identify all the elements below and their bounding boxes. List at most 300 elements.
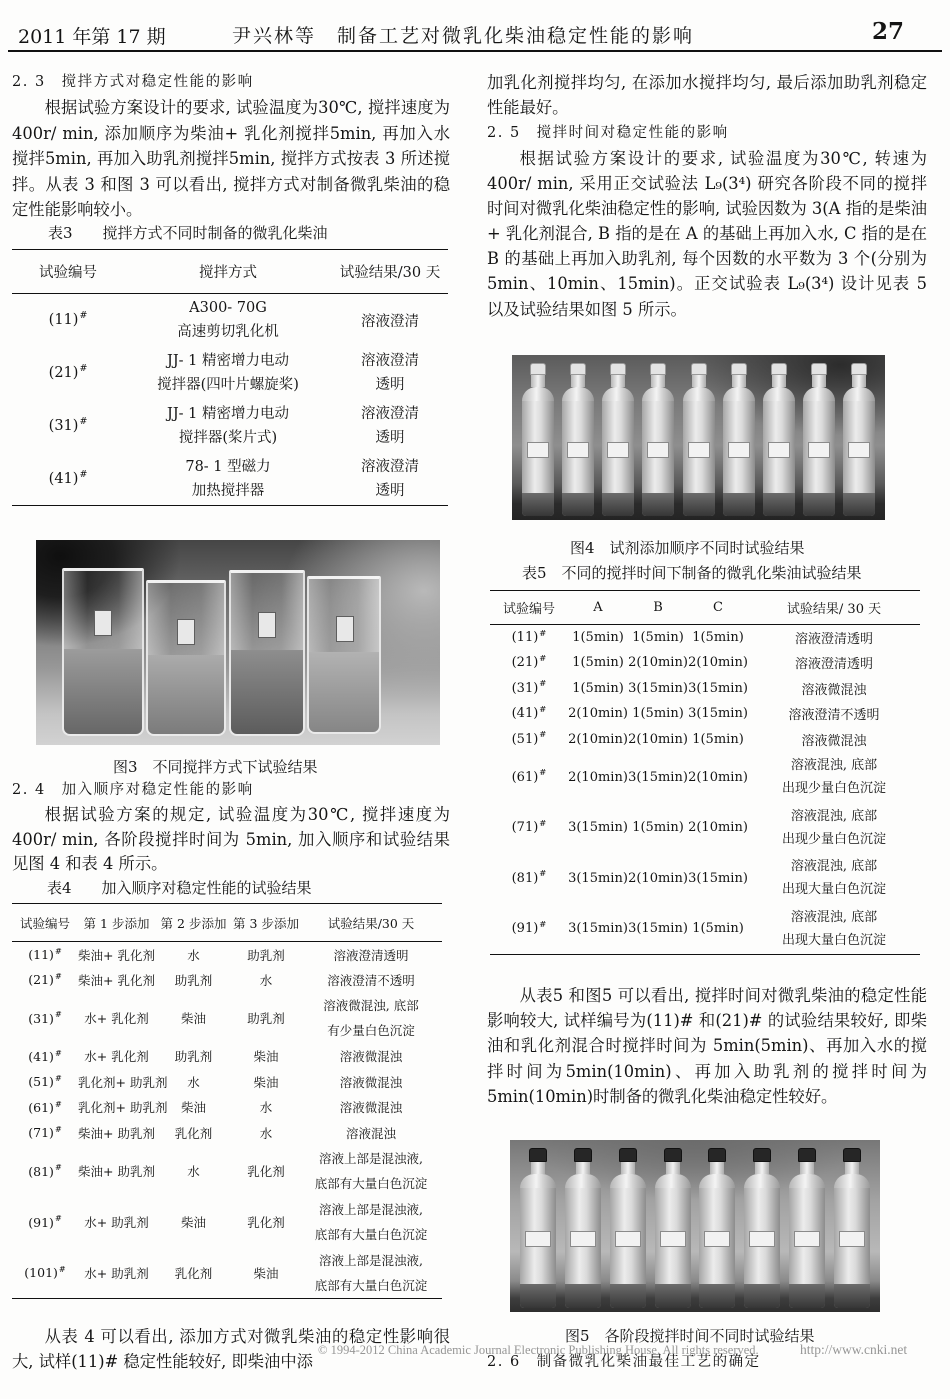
figure-3-photo (36, 540, 440, 745)
table-row (490, 701, 920, 727)
beaker (229, 570, 305, 736)
table-cell: 助乳剂 (247, 1011, 285, 1026)
bottle-body (522, 401, 554, 516)
bottle (562, 363, 594, 516)
bottle-sediment (744, 1284, 780, 1308)
bottle (565, 1148, 601, 1308)
cell-line: 溶液上部是混浊液, (319, 1151, 423, 1166)
column-header: 试验结果/ 30 天 (786, 602, 882, 617)
bottle (522, 363, 554, 516)
table-cell: 3(15min) (688, 680, 748, 696)
table-cell: 2(10min) (688, 820, 748, 836)
bottle-cap (843, 1148, 861, 1162)
bottle-shoulder (655, 1174, 691, 1188)
cell-line: 透明 (375, 482, 405, 499)
bottle-label (607, 442, 629, 458)
table-cell: 乳化剂+ 助乳剂 (78, 1074, 168, 1090)
cell-line: 溶液澄清 (361, 406, 419, 422)
bottle-label (527, 442, 549, 458)
table-body (490, 625, 920, 955)
bottle (834, 1148, 870, 1308)
bottle-body (699, 1188, 735, 1308)
table-row (490, 676, 920, 702)
table-cell: 溶液微混浊 (339, 1100, 403, 1116)
bottle-label (688, 442, 710, 458)
cell-line: 溶液混浊, 底部 (790, 909, 878, 925)
table-row (12, 400, 448, 453)
bottle-cap (619, 1148, 637, 1162)
cell-line: JJ- 1 精密增力电动 (167, 406, 289, 422)
bottle-cap (798, 1148, 816, 1162)
cell-line: 溶液混浊, 底部 (790, 758, 878, 774)
column-header: 第 3 步添加 (233, 915, 299, 931)
table-row (490, 727, 920, 753)
table-cell (748, 803, 920, 854)
table-row (490, 625, 920, 651)
section-2-3-heading: 2. 3 搅拌方式对稳定性能的影响 (12, 74, 254, 90)
table-cell: 柴油 (180, 1100, 206, 1116)
figure-5-caption: 图5 各阶段搅拌时间不同时试验结果 (565, 1327, 815, 1345)
table-cell: 溶液澄清不透明 (327, 972, 415, 988)
bottle-neck (531, 1162, 545, 1174)
row-id-cell: (81)# (28, 1162, 62, 1179)
bottle-row (522, 363, 875, 516)
cell-line: 底部有大量白色沉淀 (314, 1227, 428, 1242)
table-3-caption: 表3 搅拌方式不同时制备的微乳化柴油 (48, 224, 328, 242)
bottle (843, 363, 875, 516)
bottle-body (843, 401, 875, 516)
bottle-label (704, 1231, 730, 1247)
bottle-body (683, 401, 715, 516)
table-cell: 3(15min) (628, 921, 688, 936)
table-cell: 助乳剂 (247, 947, 285, 963)
table-body (12, 942, 442, 1299)
table-5-caption: 表5 不同的搅拌时间下制备的微乳化柴油试验结果 (522, 564, 862, 582)
column-header: 试验编号 (502, 602, 555, 617)
bottle-neck (800, 1162, 814, 1174)
beaker (146, 580, 226, 736)
superscript-mark: # (54, 1098, 62, 1109)
cell-line: 溶液微混浊, 底部 (323, 998, 419, 1013)
bottle-label (647, 442, 669, 458)
table-cell: 柴油 (253, 1265, 279, 1281)
bottle-sediment (522, 493, 554, 516)
column-header: 试验结果/30 天 (327, 915, 415, 931)
section-2-5-conclusion: 从表5 和图5 可以看出, 搅拌时间对微乳柴油的稳定性能影响较大, 试样编号为(11)# 和(21)# 的试验结果较好, 即柴油和乳化剂混合时搅拌时间为 5min(5min)、再加入水的搅拌时间为5min(10min)、再加入助乳剂的搅拌时间为5min(10min)时制备的微乳化柴油稳定性较好。 (487, 986, 927, 1106)
bottle-cap (664, 1148, 682, 1162)
table-row (12, 1069, 442, 1095)
table-cell (748, 853, 920, 904)
header-running-title: 尹兴林等 制备工艺对微乳化柴油稳定性能的影响 (232, 25, 695, 47)
table-4-caption: 表4 加入顺序对稳定性能的试验结果 (47, 879, 312, 897)
superscript-mark: # (79, 310, 88, 322)
beaker-liquid (64, 649, 142, 734)
table-cell: 溶液澄清不透明 (788, 708, 880, 724)
figure-5-photo (510, 1140, 880, 1312)
bottle-label (768, 442, 790, 458)
table-row (12, 1095, 442, 1121)
superscript-mark: # (539, 918, 547, 929)
bottle-body (642, 401, 674, 516)
section-2-4-conclusion-start: 从表 4 可以看出, 添加方式对微乳柴油的稳定性影响很大, 试样(11)# 稳定性能较好, 即柴油中添 (12, 1327, 450, 1371)
bottle-neck (576, 1162, 590, 1174)
table-cell: 柴油 (253, 1074, 279, 1090)
superscript-mark: # (79, 468, 88, 480)
bottle-shoulder (683, 387, 715, 401)
table-cell: 乳化剂 (247, 1215, 285, 1230)
bottle-label (794, 1231, 820, 1247)
beaker-label (258, 612, 276, 638)
table-cell: 3(15min) (568, 820, 628, 836)
bottle-sediment (683, 493, 715, 516)
row-id-cell: (31)# (48, 416, 88, 434)
table-row (12, 347, 448, 400)
superscript-mark: # (539, 729, 547, 740)
table-header-row (12, 250, 448, 294)
cell-line: 溶液澄清 (361, 353, 419, 369)
table-cell (300, 1197, 442, 1248)
row-id-cell: (91)# (28, 1213, 62, 1230)
table-cell: 柴油+ 乳化剂 (78, 972, 155, 988)
table-cell: 3(15min) (568, 921, 628, 936)
table-cell: 助乳剂 (174, 972, 213, 988)
bottle-label (839, 1231, 865, 1247)
bottle-label (567, 442, 589, 458)
table-cell (332, 347, 448, 400)
figure-4-caption: 图4 试剂添加顺序不同时试验结果 (570, 539, 805, 557)
bottle-sediment (565, 1284, 601, 1308)
bottle-neck (611, 375, 625, 387)
bottle-neck (666, 1162, 680, 1174)
bottle-shoulder (744, 1174, 780, 1188)
beaker-liquid (148, 655, 224, 734)
table-cell: 溶液微混浊 (339, 1074, 403, 1090)
bottle-neck (732, 375, 746, 387)
table-cell: 溶液微混浊 (801, 733, 867, 749)
row-id-cell: (61)# (511, 767, 547, 785)
row-id-cell: (11)# (48, 310, 88, 329)
bottle (789, 1148, 825, 1308)
row-id-cell: (41)# (48, 468, 88, 487)
table-row (12, 942, 442, 968)
superscript-mark: # (539, 767, 547, 778)
cell-line: 溶液混浊, 底部 (790, 808, 878, 824)
table-cell: 3(15min) (688, 706, 748, 722)
column-header: C (713, 600, 723, 615)
bottle-shoulder (723, 387, 755, 401)
column-header: 第 2 步添加 (160, 915, 227, 931)
bottle-neck (852, 375, 866, 387)
bottle (520, 1148, 556, 1308)
bottle-label (525, 1231, 551, 1247)
column-header: B (653, 600, 663, 615)
table-cell: 3(15min) (628, 680, 688, 696)
bottle-row (520, 1148, 870, 1308)
bottle-sediment (843, 493, 875, 516)
bottle-body (763, 401, 795, 516)
bottle-neck (755, 1162, 769, 1174)
table-row (12, 294, 448, 347)
cell-line: 高速剪切乳化机 (177, 324, 279, 341)
table-cell: 溶液澄清透明 (794, 657, 873, 673)
row-id-cell: (31)# (511, 678, 547, 696)
table-cell: 2(10min) (688, 655, 748, 671)
table-cell: 水 (187, 947, 200, 963)
row-id-cell: (71)# (511, 817, 547, 836)
table-cell: 柴油+ 助乳剂 (78, 1164, 155, 1179)
cell-line: 透明 (375, 377, 405, 393)
table-cell: 2(10min) (568, 769, 628, 785)
beaker-liquid (309, 652, 379, 732)
beaker-label (94, 610, 112, 636)
section-2-5-heading: 2. 5 搅拌时间对稳定性能的影响 (487, 125, 729, 141)
bottle-sediment (562, 493, 594, 516)
bottle-body (803, 401, 835, 516)
beaker-label (336, 616, 354, 642)
bottle (803, 363, 835, 516)
table-header-row (12, 904, 442, 942)
bottle-sediment (723, 493, 755, 516)
bottle-body (565, 1188, 601, 1308)
bottle (683, 363, 715, 516)
superscript-mark: # (54, 945, 62, 956)
row-id-cell: (21)# (48, 363, 88, 381)
row-id-cell: (71)# (28, 1124, 62, 1141)
bottle-label (728, 442, 750, 458)
bottle (602, 363, 634, 516)
row-id-cell: (61)# (28, 1098, 62, 1115)
column-header: 试验结果/30 天 (339, 265, 441, 281)
bottle-cap (851, 363, 867, 375)
superscript-mark: # (79, 416, 88, 428)
table-row (490, 803, 920, 854)
bottle-shoulder (522, 387, 554, 401)
beaker (307, 576, 381, 734)
table-cell: 2(10min) (568, 731, 628, 747)
cell-line: 溶液澄清 (361, 458, 419, 475)
bottle-body (602, 401, 634, 516)
table-cell: 水 (259, 1100, 273, 1116)
superscript-mark: # (54, 1073, 62, 1084)
table-header-row (490, 591, 920, 625)
table-3 (12, 249, 448, 506)
table-cell: 1(5min) (572, 630, 624, 645)
bottle-sediment (803, 493, 835, 516)
superscript-mark: # (539, 817, 547, 828)
page-number: 27 (872, 18, 905, 45)
superscript-mark: # (79, 363, 88, 375)
superscript-mark: # (539, 868, 547, 879)
row-id-cell: (101)# (24, 1264, 66, 1281)
superscript-mark: # (54, 971, 62, 982)
bottle-shoulder (763, 387, 795, 401)
bottle-cap (691, 363, 707, 375)
cell-line: 透明 (375, 430, 405, 446)
table-row (12, 967, 442, 993)
table-cell (124, 347, 332, 400)
table-cell: 柴油+ 乳化剂 (78, 947, 155, 963)
bottle-shoulder (843, 387, 875, 401)
bottle-shoulder (699, 1174, 735, 1188)
bottle-body (655, 1188, 691, 1308)
cell-line: 搅拌器(四叶片螺旋桨) (157, 377, 299, 393)
cell-line: 加热搅拌器 (191, 482, 265, 499)
row-id-cell: (51)# (511, 729, 547, 747)
row-id-cell: (41)# (28, 1047, 62, 1064)
cell-line: A300- 70G (189, 300, 267, 317)
table-cell: 1(5min) (632, 820, 684, 836)
row-id-cell: (11)# (511, 627, 547, 645)
table-cell: 1(5min) (572, 680, 624, 696)
bottle-shoulder (789, 1174, 825, 1188)
bottle-cap (529, 1148, 547, 1162)
table-cell: 水 (187, 1164, 200, 1179)
bottle-shoulder (834, 1174, 870, 1188)
bottle-label (848, 442, 870, 458)
section-2-5-paragraph: 根据试验方案设计的要求, 试验温度为30℃, 转速为 400r/ min, 采用正交试验法 L₉(3⁴) 研究各阶段不同的搅拌时间对微乳化柴油稳定性的影响, 试验因数为 3(A 指的是柴油+ 乳化剂混合, B 指的是在 A 的基础上再加入水, C 指的是在 B 的基础上再加入助乳剂, 每个因数的水平数为 3 个(分别为 5min、10min、15min)。正交试验表 L₉(3⁴) 设计见表 5 以及试验结果如图 5 所示。 (487, 149, 927, 319)
cell-line: 底部有大量白色沉淀 (314, 1277, 428, 1293)
table-cell (300, 1248, 442, 1299)
table-cell: 乳化剂 (174, 1125, 213, 1141)
bottle-label (749, 1231, 775, 1247)
bottle-shoulder (602, 387, 634, 401)
bottle (642, 363, 674, 516)
bottle-label (615, 1231, 641, 1247)
table-5 (490, 590, 920, 955)
table-cell: 2(10min) (568, 706, 628, 722)
table-cell: 2(10min) (628, 655, 688, 671)
bottle-cap (708, 1148, 726, 1162)
table-cell: 1(5min) (692, 731, 744, 747)
superscript-mark: # (54, 1213, 62, 1224)
bottle-neck (621, 1162, 635, 1174)
table-header (490, 591, 920, 625)
table-cell: 水+ 助乳剂 (84, 1265, 149, 1281)
table-cell: 助乳剂 (174, 1049, 213, 1065)
table-row (12, 1197, 442, 1248)
table-cell: 2(10min) (628, 731, 688, 747)
bottle-label (570, 1231, 596, 1247)
bottle-label (808, 442, 830, 458)
bottle-cap (771, 363, 787, 375)
bottle-body (723, 401, 755, 516)
table-cell: 溶液澄清 (361, 313, 419, 330)
copyright-watermark: © 1994-2012 China Academic Journal Electronic Publishing House. All rights reserved. (318, 1343, 759, 1357)
column-header: A (593, 600, 603, 615)
row-id-cell: (21)# (28, 971, 62, 988)
table-cell: 3(15min) (628, 769, 688, 785)
bottle-shoulder (803, 387, 835, 401)
table-cell: 柴油 (253, 1049, 279, 1065)
bottle (699, 1148, 735, 1308)
figure-4-photo (512, 355, 885, 520)
table-cell: 水+ 乳化剂 (84, 1011, 149, 1026)
bottle-cap (731, 363, 747, 375)
table-cell: 1(5min) (632, 630, 684, 645)
table-cell: 1(5min) (632, 706, 684, 722)
bottle-sediment (834, 1284, 870, 1308)
row-id-cell: (41)# (511, 703, 547, 722)
bottle-sediment (763, 493, 795, 516)
header-issue: 2011 年第 17 期 (18, 26, 166, 48)
bottle-body (744, 1188, 780, 1308)
column-header: 第 1 步添加 (83, 915, 150, 931)
bottle-neck (812, 375, 826, 387)
cell-line: 底部有大量白色沉淀 (314, 1176, 428, 1191)
bottle-neck (692, 375, 706, 387)
superscript-mark: # (54, 1047, 62, 1058)
beaker (62, 568, 144, 736)
bottle-cap (811, 363, 827, 375)
table-cell: 柴油+ 助乳剂 (78, 1125, 155, 1141)
bottle-sediment (602, 493, 634, 516)
section-2-6-heading: 2. 6 制备微乳化柴油最佳工艺的确定 (487, 1354, 761, 1370)
table-cell: 水 (187, 1074, 200, 1090)
bottle-body (610, 1188, 646, 1308)
cell-line: 搅拌器(桨片式) (178, 430, 278, 446)
table-row (12, 993, 442, 1044)
superscript-mark: # (539, 703, 547, 714)
superscript-mark: # (539, 678, 547, 689)
column-header: 试验编号 (39, 265, 97, 281)
table-row (12, 1044, 442, 1070)
cell-line: 出现少量白色沉淀 (781, 781, 886, 797)
table-4 (12, 903, 442, 1299)
section-2-4-paragraph: 根据试验方案的规定, 试验温度为30℃, 搅拌速度为 400r/ min, 各阶段搅拌时间为 5min, 加入顺序和试验结果见图 4 和表 4 所示。 (12, 805, 450, 873)
bottle-body (520, 1188, 556, 1308)
table-cell: 水 (259, 1125, 273, 1141)
table-cell: 水+ 乳化剂 (84, 1049, 149, 1065)
table-row (12, 1120, 442, 1146)
bottle-shoulder (565, 1174, 601, 1188)
row-id-cell: (51)# (28, 1073, 62, 1090)
table-row (12, 453, 448, 506)
table-row (490, 904, 920, 955)
bottle-neck (571, 375, 585, 387)
cell-line: 出现少量白色沉淀 (781, 831, 886, 847)
table-cell: 水 (259, 972, 273, 988)
table-cell (332, 453, 448, 506)
row-id-cell: (31)# (28, 1009, 62, 1026)
superscript-mark: # (54, 1162, 62, 1173)
table-cell: 溶液微混浊 (339, 1049, 403, 1065)
table-row (12, 1146, 442, 1197)
column-header: 试验编号 (19, 915, 70, 931)
table-cell: 溶液澄清透明 (794, 632, 873, 647)
beaker-liquid (231, 650, 303, 734)
table-row (490, 650, 920, 676)
bottle-neck (772, 375, 786, 387)
bottle-cap (570, 363, 586, 375)
table-cell: 溶液微混浊 (801, 682, 867, 698)
bottle-neck (845, 1162, 859, 1174)
bottle-cap (650, 363, 666, 375)
table-row (12, 1248, 442, 1299)
table-cell: 乳化剂 (247, 1164, 285, 1179)
table-cell: 乳化剂 (174, 1265, 213, 1281)
superscript-mark: # (539, 652, 547, 663)
superscript-mark: # (58, 1264, 66, 1275)
superscript-mark: # (539, 627, 547, 638)
bottle-label (660, 1231, 686, 1247)
bottle-sediment (642, 493, 674, 516)
bottle-shoulder (610, 1174, 646, 1188)
cell-line: 出现大量白色沉淀 (781, 932, 886, 948)
table-cell: 1(5min) (692, 630, 744, 645)
bottle-shoulder (520, 1174, 556, 1188)
table-cell (300, 993, 442, 1044)
bottle-sediment (789, 1284, 825, 1308)
